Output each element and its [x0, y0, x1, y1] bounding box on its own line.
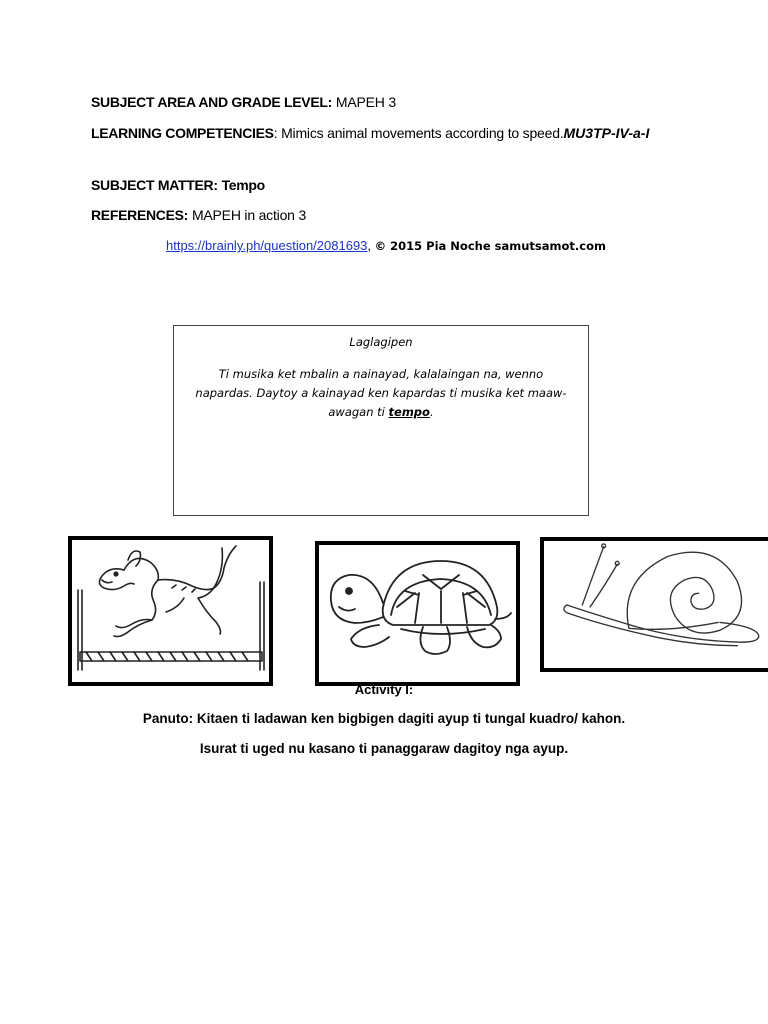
activity-title: Activity I: — [354, 682, 414, 697]
references-label: REFERENCES: — [91, 207, 189, 223]
subject-area-label: SUBJECT AREA AND GRADE LEVEL: — [91, 94, 332, 110]
turtle-icon — [319, 545, 516, 682]
turtle-picture — [315, 541, 520, 686]
subject-area-line — [91, 94, 396, 110]
competency-code: MU3TP-IV-a-I — [563, 125, 650, 141]
subject-area-value: MAPEH 3 — [335, 94, 396, 110]
competency-label: LEARNING COMPETENCIES — [91, 125, 274, 141]
references-value: MAPEH in action 3 — [191, 207, 307, 223]
snail-picture — [540, 537, 768, 672]
box-body — [192, 365, 570, 422]
reference-copyright: © 2015 Pia Noche samutsamot.com — [374, 239, 606, 253]
box-body-end: . — [429, 405, 434, 419]
dog-icon — [72, 540, 269, 682]
snail-icon — [544, 541, 768, 668]
laglagipen-box — [173, 325, 589, 516]
activity-instruction-2: Isurat ti uged nu kasano ti panaggaraw dagitoy nga ayup. — [199, 741, 569, 756]
reference-link[interactable]: https://brainly.ph/question/2081693 — [166, 238, 368, 253]
activity-instruction-1: Panuto: Kitaen ti ladawan ken bigbigen dagiti ayup ti tungal kuadro/ kahon. — [142, 711, 626, 726]
box-title: Laglagipen — [349, 335, 413, 349]
subject-matter-label: SUBJECT MATTER: — [91, 177, 218, 193]
reference-sources — [166, 238, 606, 253]
subject-matter-line — [91, 177, 265, 193]
competency-value: : Mimics animal movements according to speed. — [273, 125, 564, 141]
reference-separator: , — [367, 238, 372, 253]
dog-picture — [68, 536, 273, 686]
box-body-text: Ti musika ket mbalin a nainayad, kalalaingan na, wenno napardas. Daytoy a kainayad ken kapardas ti musika ket maaw-awagan ti — [195, 367, 567, 419]
subject-matter-value: Tempo — [221, 177, 265, 193]
competency-line — [91, 125, 649, 141]
references-line — [91, 207, 306, 223]
box-body-emphasis: tempo — [388, 405, 430, 419]
